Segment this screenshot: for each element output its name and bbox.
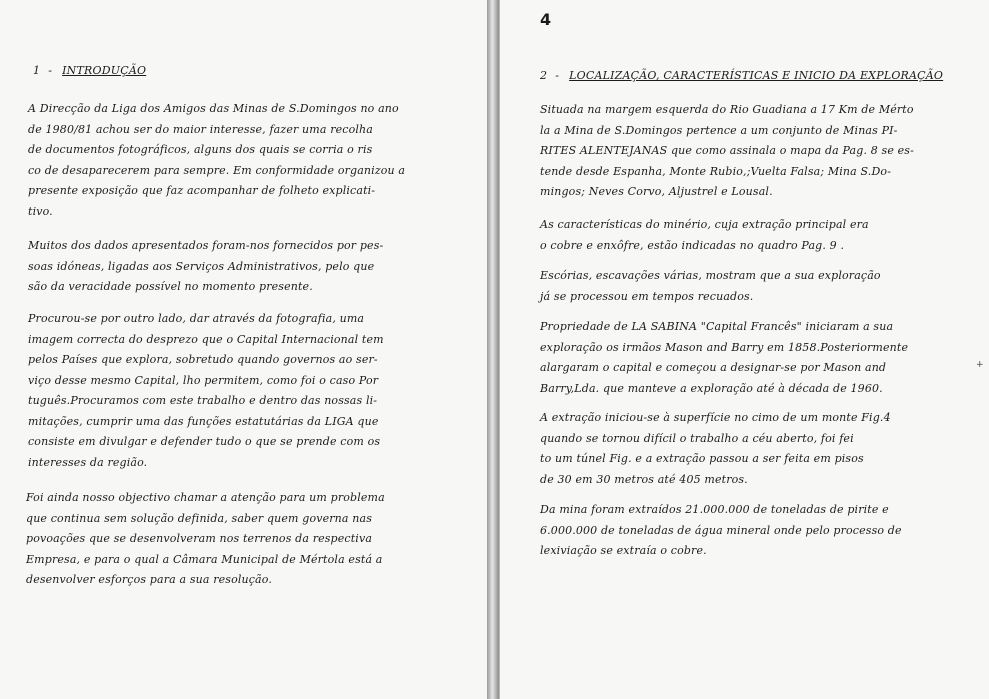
text-line: Procurou-se por outro lado, dar através da fotografia, uma	[28, 312, 365, 325]
text-line: tuguês.Procuramos com este trabalho e dentro das nossas li-	[28, 394, 378, 407]
text-line: que continua sem solução definida, saber quem governa nas	[26, 511, 372, 525]
text-line: quando se tornou difícil o trabalho a céu aberto, foi fei	[540, 431, 854, 445]
text-line: Barry,Lda. que manteve a exploração até à década de 1960.	[540, 381, 883, 395]
text-line: de 1980/81 achou ser do maior interesse, fazer uma recolha	[28, 122, 373, 136]
text-line: la a Mina de S.Domingos pertence a um conjunto de Minas PI-	[540, 123, 898, 137]
text-line: desenvolver esforços para a sua resolução.	[26, 573, 272, 586]
text-line: são da veracidade possível no momento presente.	[28, 280, 313, 293]
right-paragraph-6	[540, 500, 902, 562]
text-line: As características do minério, cuja extração principal era	[540, 218, 869, 231]
right-paragraph-4	[540, 317, 908, 399]
left-paragraph-4	[26, 488, 385, 591]
text-line: RITES ALENTEJANAS que como assinala o mapa da Pag. 8 se es-	[540, 144, 914, 157]
text-line: alargaram o capital e começou a designar-se por Mason and	[540, 361, 887, 374]
left-heading-title: INTRODUÇÃO	[62, 64, 147, 77]
text-line: povoações que se desenvolveram nos terrenos da respectiva	[26, 532, 373, 545]
text-line: já se processou em tempos recuados.	[540, 289, 754, 303]
text-line: interesses da região.	[28, 455, 148, 469]
text-line: Escórias, escavações várias, mostram que a sua exploração	[540, 269, 881, 282]
right-heading	[540, 69, 943, 82]
text-line: exploração os irmãos Mason and Barry em 1858.Posteriormente	[540, 340, 909, 354]
right-paragraph-1	[540, 100, 914, 203]
left-heading-number: 1	[33, 64, 41, 77]
text-line: Muitos dos dados apresentados foram-nos fornecidos por pes-	[28, 239, 384, 252]
right-heading-dash: -	[555, 69, 560, 82]
right-page	[499, 0, 989, 699]
text-line: imagem correcta do desprezo que o Capital Internacional tem	[28, 332, 384, 346]
text-line: mitações, cumprir uma das funções estatutárias da LIGA que	[28, 414, 379, 428]
right-paragraph-3	[540, 266, 881, 307]
text-line: A Direcção da Liga dos Amigos das Minas de S.Domingos no ano	[28, 102, 399, 115]
text-line: Propriedade de LA SABINA "Capital Francês" iniciaram a sua	[540, 320, 894, 333]
text-line: lexiviação se extraía o cobre.	[540, 544, 707, 557]
text-line: soas idóneas, ligadas aos Serviços Administrativos, pelo que	[28, 259, 375, 273]
text-line: Situada na margem esquerda do Rio Guadiana a 17 Km de Mérto	[540, 103, 914, 116]
text-line: co de desaparecerem para sempre. Em conformidade organizou a	[28, 163, 406, 177]
left-paragraph-3	[28, 309, 384, 473]
text-line: tivo.	[28, 204, 53, 218]
right-heading-title: LOCALIZAÇÃO, CARACTERÍSTICAS E INICIO DA EXPLORAÇÃO	[569, 69, 944, 82]
text-line: consiste em divulgar e defender tudo o que se prende com os	[28, 435, 381, 448]
text-line: tende desde Espanha, Monte Rubio,;Vuelta Falsa; Mina S.Do-	[540, 164, 892, 178]
text-line: pelos Países que explora, sobretudo quando governos ao ser-	[28, 353, 378, 366]
text-line: presente exposição que faz acompanhar de folheto explicati-	[28, 184, 376, 197]
edge-mark: +	[976, 360, 984, 370]
left-heading	[33, 64, 146, 77]
text-line: Foi ainda nosso objectivo chamar a atenção para um problema	[26, 491, 385, 504]
right-paragraph-5	[540, 408, 891, 490]
text-line: to um túnel Fig. e a extração passou a ser feita em pisos	[540, 452, 864, 465]
text-line: A extração iniciou-se à superfície no cimo de um monte Fig.4	[540, 411, 891, 424]
book-gutter	[487, 0, 499, 699]
text-line: Empresa, e para o qual a Câmara Municipal de Mértola está a	[26, 552, 383, 566]
text-line: 6.000.000 de toneladas de água mineral onde pelo processo de	[540, 523, 902, 537]
text-line: o cobre e enxôfre, estão indicadas no quadro Pag. 9 .	[540, 238, 845, 252]
text-line: de documentos fotográficos, alguns dos quais se corria o ris	[28, 143, 373, 156]
page-number: 4	[540, 10, 552, 29]
text-line: mingos; Neves Corvo, Aljustrel e Lousal.	[540, 185, 773, 198]
text-line: de 30 em 30 metros até 405 metros.	[540, 472, 748, 486]
left-paragraph-2	[28, 236, 383, 298]
right-paragraph-2	[540, 215, 869, 256]
text-line: viço desse mesmo Capital, lho permitem, como foi o caso Por	[28, 373, 379, 387]
left-paragraph-1	[28, 99, 405, 222]
right-heading-number: 2	[540, 69, 548, 82]
left-page	[0, 0, 488, 699]
text-line: Da mina foram extraídos 21.000.000 de toneladas de pirite e	[540, 503, 889, 516]
left-heading-dash: -	[48, 64, 53, 77]
